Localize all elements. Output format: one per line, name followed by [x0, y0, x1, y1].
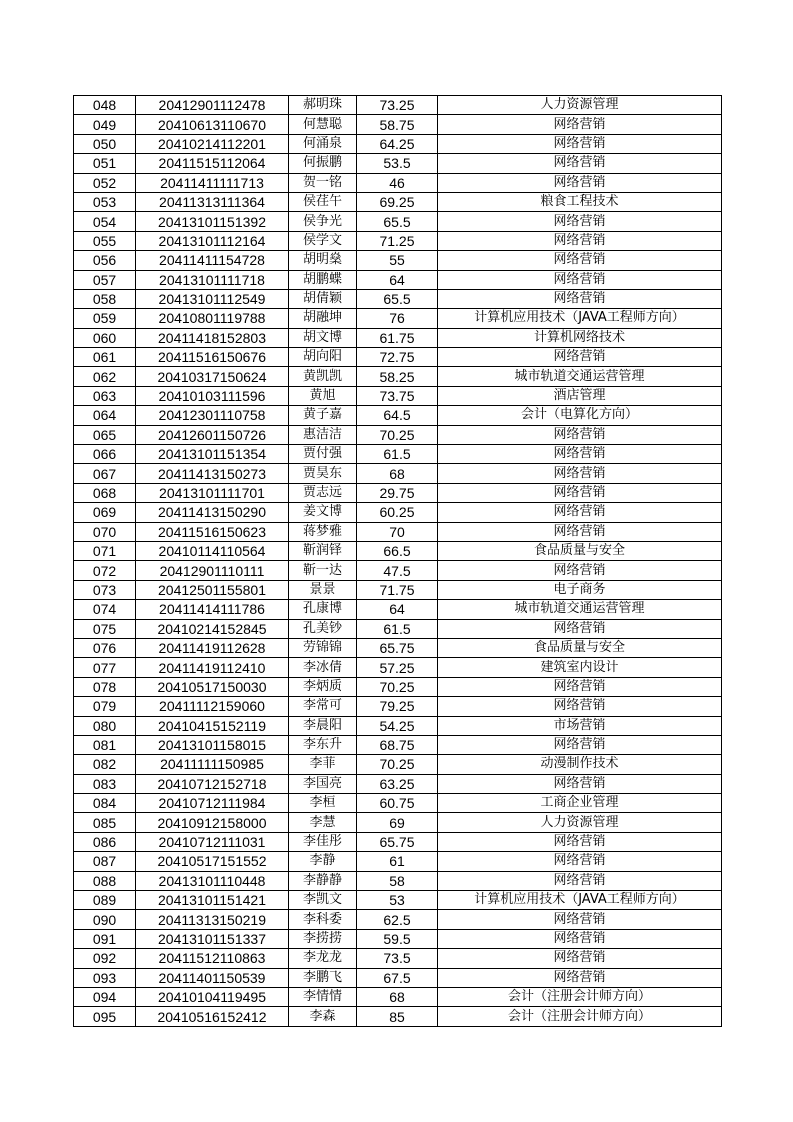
row-number: 070	[74, 522, 136, 541]
table-row	[74, 541, 722, 560]
major: 网络营销	[438, 173, 722, 192]
major: 网络营销	[438, 735, 722, 754]
score: 70.25	[357, 755, 438, 774]
row-number: 080	[74, 716, 136, 735]
score: 68	[357, 987, 438, 1006]
score: 60.75	[357, 794, 438, 813]
row-number: 055	[74, 231, 136, 250]
student-name: 胡鹏蝶	[289, 270, 357, 289]
table-row	[74, 270, 722, 289]
student-name: 李静	[289, 852, 357, 871]
student-id: 20410317150624	[136, 367, 289, 386]
table-row	[74, 348, 722, 367]
student-id: 20413101151337	[136, 929, 289, 948]
score: 54.25	[357, 716, 438, 735]
major: 网络营销	[438, 270, 722, 289]
table-row	[74, 192, 722, 211]
table-row	[74, 658, 722, 677]
row-number: 072	[74, 561, 136, 580]
student-name: 劳锦锦	[289, 638, 357, 657]
student-id: 20410114110564	[136, 541, 289, 560]
major: 计算机网络技术	[438, 328, 722, 347]
score: 71.25	[357, 231, 438, 250]
major: 网络营销	[438, 561, 722, 580]
row-number: 068	[74, 483, 136, 502]
major: 网络营销	[438, 522, 722, 541]
student-name: 李冰倩	[289, 658, 357, 677]
student-id: 20410613110670	[136, 115, 289, 134]
student-id: 20413101110448	[136, 871, 289, 890]
student-id: 20412301110758	[136, 406, 289, 425]
student-id: 20411515112064	[136, 154, 289, 173]
major: 食品质量与安全	[438, 638, 722, 657]
score: 53	[357, 891, 438, 910]
student-name: 李科委	[289, 910, 357, 929]
score: 61	[357, 852, 438, 871]
score: 73.75	[357, 386, 438, 405]
row-number: 060	[74, 328, 136, 347]
table-row	[74, 871, 722, 890]
student-id: 20411413150290	[136, 503, 289, 522]
table-row	[74, 580, 722, 599]
major: 网络营销	[438, 677, 722, 696]
table-row	[74, 949, 722, 968]
student-name: 靳一达	[289, 561, 357, 580]
results-table	[73, 95, 722, 1027]
score: 61.5	[357, 445, 438, 464]
major: 网络营销	[438, 425, 722, 444]
row-number: 078	[74, 677, 136, 696]
row-number: 051	[74, 154, 136, 173]
score: 73.5	[357, 949, 438, 968]
row-number: 054	[74, 212, 136, 231]
major: 网络营销	[438, 619, 722, 638]
table-row	[74, 367, 722, 386]
student-name: 李凯文	[289, 891, 357, 910]
score: 29.75	[357, 483, 438, 502]
major: 网络营销	[438, 134, 722, 153]
student-name: 李炳质	[289, 677, 357, 696]
row-number: 059	[74, 309, 136, 328]
row-number: 052	[74, 173, 136, 192]
student-id: 20412501155801	[136, 580, 289, 599]
table-row	[74, 716, 722, 735]
student-name: 贺一铭	[289, 173, 357, 192]
table-row	[74, 251, 722, 270]
row-number: 089	[74, 891, 136, 910]
student-name: 何振鹏	[289, 154, 357, 173]
table-row	[74, 832, 722, 851]
table-row	[74, 1007, 722, 1026]
major: 网络营销	[438, 949, 722, 968]
score: 71.75	[357, 580, 438, 599]
major: 网络营销	[438, 503, 722, 522]
student-id: 20411418152803	[136, 328, 289, 347]
table-row	[74, 231, 722, 250]
major: 计算机应用技术（JAVA工程师方向）	[438, 891, 722, 910]
student-id: 20411512110863	[136, 949, 289, 968]
row-number: 049	[74, 115, 136, 134]
major: 建筑室内设计	[438, 658, 722, 677]
student-name: 侯荏午	[289, 192, 357, 211]
student-id: 20411401150539	[136, 968, 289, 987]
row-number: 075	[74, 619, 136, 638]
student-name: 侯学文	[289, 231, 357, 250]
row-number: 084	[74, 794, 136, 813]
score: 66.5	[357, 541, 438, 560]
student-name: 李鹏飞	[289, 968, 357, 987]
row-number: 091	[74, 929, 136, 948]
score: 79.25	[357, 697, 438, 716]
row-number: 081	[74, 735, 136, 754]
row-number: 079	[74, 697, 136, 716]
major: 网络营销	[438, 348, 722, 367]
score: 65.75	[357, 832, 438, 851]
table-row	[74, 968, 722, 987]
student-id: 20411313111364	[136, 192, 289, 211]
student-id: 20411313150219	[136, 910, 289, 929]
student-id: 20411414111786	[136, 600, 289, 619]
student-name: 李佳彤	[289, 832, 357, 851]
score: 58	[357, 871, 438, 890]
major: 会计（注册会计师方向）	[438, 1007, 722, 1026]
student-id: 20410214112201	[136, 134, 289, 153]
major: 网络营销	[438, 968, 722, 987]
student-name: 黄子嘉	[289, 406, 357, 425]
score: 60.25	[357, 503, 438, 522]
table-row	[74, 115, 722, 134]
student-name: 李东升	[289, 735, 357, 754]
row-number: 050	[74, 134, 136, 153]
student-name: 侯争光	[289, 212, 357, 231]
student-name: 靳润铎	[289, 541, 357, 560]
table-row	[74, 289, 722, 308]
row-number: 062	[74, 367, 136, 386]
row-number: 077	[74, 658, 136, 677]
major: 粮食工程技术	[438, 192, 722, 211]
table-row	[74, 697, 722, 716]
table-row	[74, 735, 722, 754]
student-name: 孔康博	[289, 600, 357, 619]
major: 电子商务	[438, 580, 722, 599]
student-name: 李情情	[289, 987, 357, 1006]
table-row	[74, 774, 722, 793]
student-id: 20411112159060	[136, 697, 289, 716]
row-number: 063	[74, 386, 136, 405]
table-row	[74, 464, 722, 483]
row-number: 056	[74, 251, 136, 270]
score: 73.25	[357, 96, 438, 115]
major: 网络营销	[438, 212, 722, 231]
student-name: 胡明燊	[289, 251, 357, 270]
row-number: 095	[74, 1007, 136, 1026]
student-name: 李静静	[289, 871, 357, 890]
score: 68.75	[357, 735, 438, 754]
student-id: 20413101158015	[136, 735, 289, 754]
student-id: 20413101112164	[136, 231, 289, 250]
student-id: 20410415152119	[136, 716, 289, 735]
major: 城市轨道交通运营管理	[438, 367, 722, 386]
student-id: 20412601150726	[136, 425, 289, 444]
score: 63.25	[357, 774, 438, 793]
major: 会计（注册会计师方向）	[438, 987, 722, 1006]
student-name: 李常可	[289, 697, 357, 716]
student-name: 李桓	[289, 794, 357, 813]
row-number: 094	[74, 987, 136, 1006]
student-id: 20411413150273	[136, 464, 289, 483]
score: 76	[357, 309, 438, 328]
table-row	[74, 212, 722, 231]
student-id: 20411419112410	[136, 658, 289, 677]
table-row	[74, 386, 722, 405]
major: 人力资源管理	[438, 813, 722, 832]
score: 70.25	[357, 425, 438, 444]
major: 网络营销	[438, 445, 722, 464]
row-number: 053	[74, 192, 136, 211]
student-name: 李晨阳	[289, 716, 357, 735]
table-row	[74, 755, 722, 774]
student-name: 李龙龙	[289, 949, 357, 968]
student-name: 景景	[289, 580, 357, 599]
table-row	[74, 987, 722, 1006]
row-number: 061	[74, 348, 136, 367]
row-number: 088	[74, 871, 136, 890]
student-id: 20411516150623	[136, 522, 289, 541]
student-name: 贾付强	[289, 445, 357, 464]
row-number: 085	[74, 813, 136, 832]
score: 61.75	[357, 328, 438, 347]
student-id: 20413101151392	[136, 212, 289, 231]
student-name: 李慧	[289, 813, 357, 832]
row-number: 066	[74, 445, 136, 464]
student-id: 20411516150676	[136, 348, 289, 367]
student-name: 郝明珠	[289, 96, 357, 115]
major: 网络营销	[438, 910, 722, 929]
student-id: 20410517151552	[136, 852, 289, 871]
student-name: 贾昊东	[289, 464, 357, 483]
student-name: 李森	[289, 1007, 357, 1026]
table-row	[74, 677, 722, 696]
score: 46	[357, 173, 438, 192]
score: 64.25	[357, 134, 438, 153]
student-id: 20410801119788	[136, 309, 289, 328]
table-row	[74, 406, 722, 425]
student-id: 20412901112478	[136, 96, 289, 115]
table-row	[74, 154, 722, 173]
student-name: 孔美钞	[289, 619, 357, 638]
major: 网络营销	[438, 231, 722, 250]
student-id: 20410517150030	[136, 677, 289, 696]
student-id: 20410103111596	[136, 386, 289, 405]
table-row	[74, 522, 722, 541]
row-number: 071	[74, 541, 136, 560]
score: 65.5	[357, 212, 438, 231]
student-id: 20411411154728	[136, 251, 289, 270]
score: 58.25	[357, 367, 438, 386]
score: 61.5	[357, 619, 438, 638]
score: 67.5	[357, 968, 438, 987]
row-number: 058	[74, 289, 136, 308]
table-row	[74, 503, 722, 522]
table-row	[74, 309, 722, 328]
row-number: 074	[74, 600, 136, 619]
score: 64	[357, 600, 438, 619]
table-row	[74, 891, 722, 910]
table-row	[74, 483, 722, 502]
score: 62.5	[357, 910, 438, 929]
row-number: 086	[74, 832, 136, 851]
table-row	[74, 425, 722, 444]
student-name: 蒋梦雅	[289, 522, 357, 541]
student-id: 20410516152412	[136, 1007, 289, 1026]
row-number: 076	[74, 638, 136, 657]
score: 53.5	[357, 154, 438, 173]
student-name: 李菲	[289, 755, 357, 774]
student-id: 20413101112549	[136, 289, 289, 308]
student-name: 姜文博	[289, 503, 357, 522]
student-id: 20410712111031	[136, 832, 289, 851]
major: 网络营销	[438, 251, 722, 270]
major: 市场营销	[438, 716, 722, 735]
score: 65.75	[357, 638, 438, 657]
score: 65.5	[357, 289, 438, 308]
student-name: 李捞捞	[289, 929, 357, 948]
score: 72.75	[357, 348, 438, 367]
student-id: 20410712152718	[136, 774, 289, 793]
row-number: 083	[74, 774, 136, 793]
major: 网络营销	[438, 115, 722, 134]
student-id: 20413101151421	[136, 891, 289, 910]
major: 人力资源管理	[438, 96, 722, 115]
student-name: 何涌泉	[289, 134, 357, 153]
row-number: 073	[74, 580, 136, 599]
score: 69.25	[357, 192, 438, 211]
table-row	[74, 173, 722, 192]
student-id: 20413101111701	[136, 483, 289, 502]
score: 64.5	[357, 406, 438, 425]
score: 58.75	[357, 115, 438, 134]
major: 城市轨道交通运营管理	[438, 600, 722, 619]
student-name: 胡文博	[289, 328, 357, 347]
table-row	[74, 561, 722, 580]
row-number: 090	[74, 910, 136, 929]
major: 网络营销	[438, 289, 722, 308]
student-id: 20413101151354	[136, 445, 289, 464]
score: 68	[357, 464, 438, 483]
table-row	[74, 96, 722, 115]
major: 网络营销	[438, 697, 722, 716]
student-name: 贾志远	[289, 483, 357, 502]
student-id: 20410912158000	[136, 813, 289, 832]
score: 85	[357, 1007, 438, 1026]
score: 47.5	[357, 561, 438, 580]
major: 动漫制作技术	[438, 755, 722, 774]
table-row	[74, 600, 722, 619]
student-name: 黄旭	[289, 386, 357, 405]
student-id: 20410712111984	[136, 794, 289, 813]
row-number: 065	[74, 425, 136, 444]
major: 会计（电算化方向）	[438, 406, 722, 425]
student-name: 李国亮	[289, 774, 357, 793]
student-name: 何慧聪	[289, 115, 357, 134]
score: 57.25	[357, 658, 438, 677]
major: 计算机应用技术（JAVA工程师方向）	[438, 309, 722, 328]
major: 酒店管理	[438, 386, 722, 405]
student-id: 20411419112628	[136, 638, 289, 657]
score: 55	[357, 251, 438, 270]
score: 70	[357, 522, 438, 541]
major: 网络营销	[438, 852, 722, 871]
student-name: 胡融坤	[289, 309, 357, 328]
major: 工商企业管理	[438, 794, 722, 813]
table-row	[74, 638, 722, 657]
major: 网络营销	[438, 464, 722, 483]
table-row	[74, 929, 722, 948]
student-name: 惠洁洁	[289, 425, 357, 444]
student-name: 胡倩颖	[289, 289, 357, 308]
row-number: 087	[74, 852, 136, 871]
table-row	[74, 619, 722, 638]
student-id: 20413101111718	[136, 270, 289, 289]
table-row	[74, 134, 722, 153]
row-number: 064	[74, 406, 136, 425]
major: 网络营销	[438, 871, 722, 890]
major: 网络营销	[438, 154, 722, 173]
table-row	[74, 813, 722, 832]
student-id: 20411111150985	[136, 755, 289, 774]
student-name: 胡向阳	[289, 348, 357, 367]
row-number: 057	[74, 270, 136, 289]
row-number: 092	[74, 949, 136, 968]
table-row	[74, 445, 722, 464]
major: 网络营销	[438, 929, 722, 948]
student-id: 20411411111713	[136, 173, 289, 192]
student-name: 黄凯凯	[289, 367, 357, 386]
student-id: 20410214152845	[136, 619, 289, 638]
score: 70.25	[357, 677, 438, 696]
row-number: 093	[74, 968, 136, 987]
table-row	[74, 852, 722, 871]
major: 食品质量与安全	[438, 541, 722, 560]
score: 69	[357, 813, 438, 832]
student-id: 20412901110111	[136, 561, 289, 580]
major: 网络营销	[438, 774, 722, 793]
major: 网络营销	[438, 483, 722, 502]
student-id: 20410104119495	[136, 987, 289, 1006]
table-row	[74, 794, 722, 813]
table-row	[74, 910, 722, 929]
score: 59.5	[357, 929, 438, 948]
row-number: 082	[74, 755, 136, 774]
score: 64	[357, 270, 438, 289]
row-number: 048	[74, 96, 136, 115]
major: 网络营销	[438, 832, 722, 851]
table-row	[74, 328, 722, 347]
row-number: 067	[74, 464, 136, 483]
row-number: 069	[74, 503, 136, 522]
